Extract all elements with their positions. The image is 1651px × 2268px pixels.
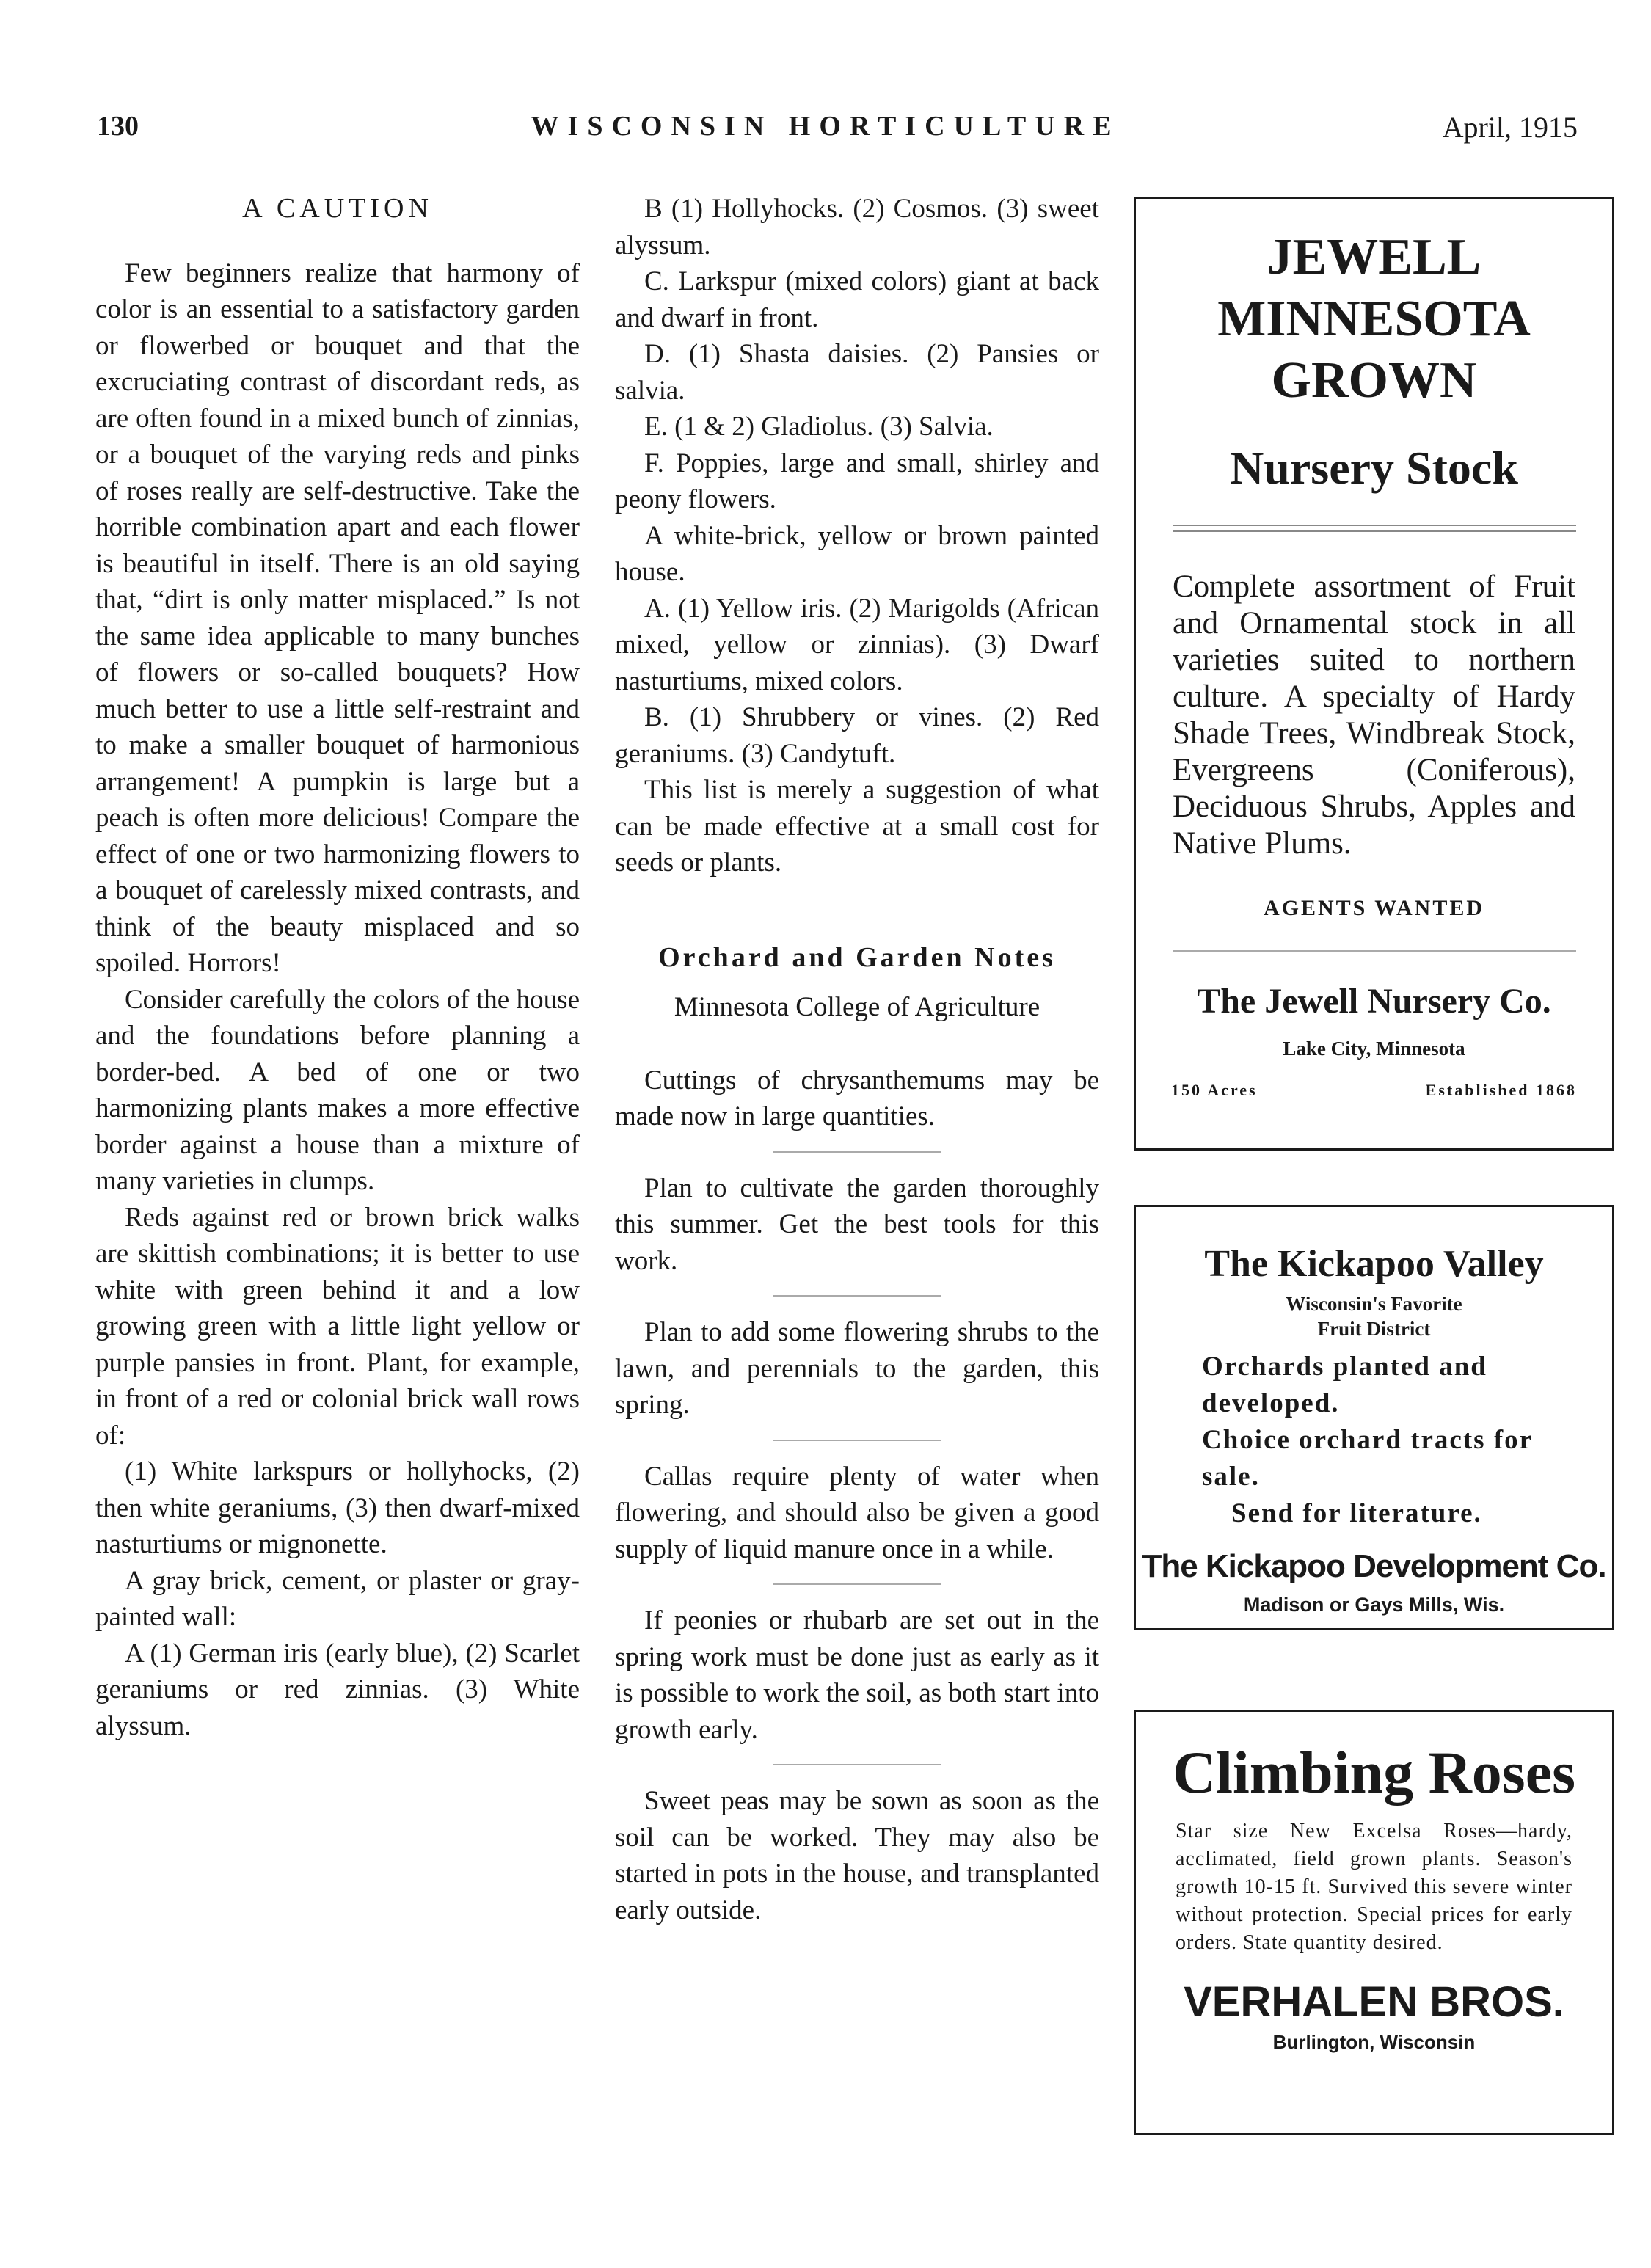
caution-list-item: B (1) Hollyhocks. (2) Cosmos. (3) sweet alyssum. xyxy=(615,194,1099,260)
note-item: Callas require plenty of water when flowering, and should also be given a good supply of liquid manure once in a while. xyxy=(615,1461,1099,1564)
divider xyxy=(773,1151,941,1153)
kickapoo-line: Send for literature. xyxy=(1231,1498,1482,1528)
jewell-acres: 150 Acres xyxy=(1171,1081,1258,1099)
verhalen-ad-title: Climbing Roses xyxy=(1172,1739,1575,1806)
caution-paragraph: (1) White larkspurs or hollyhocks, (2) then white geraniums, (3) then dwarf-mixed nasturtiums or mignonette. xyxy=(95,1456,580,1559)
jewell-title-line: JEWELL xyxy=(1267,229,1481,285)
kickapoo-sub: Fruit District xyxy=(1317,1318,1431,1340)
caution-list-item: A white-brick, yellow or brown painted house. xyxy=(615,520,1099,587)
page-header xyxy=(0,110,1651,154)
jewell-nursery-ad xyxy=(1134,197,1614,1151)
jewell-agents-wanted: AGENTS WANTED xyxy=(1263,896,1485,920)
caution-list-item: This list is merely a suggestion of what can be made effective at a small cost for seeds or plants. xyxy=(615,775,1099,878)
jewell-ad-body: Complete assortment of Fruit and Ornamental stock in all varieties suited to northern culture. A specialty of Hardy Shade Trees, Windbreak Stock, Evergreens (Coniferous), Deciduous Shrubs, Apples and Native Plums. xyxy=(1173,569,1575,861)
divider xyxy=(773,1295,941,1297)
kickapoo-ad-body xyxy=(1136,1341,1612,1532)
note-item: Plan to add some flowering shrubs to the lawn, and perennials to the garden, this spring. xyxy=(615,1317,1099,1420)
verhalen-company-name: VERHALEN BROS. xyxy=(1184,1978,1564,2026)
jewell-footer xyxy=(1136,1081,1612,1100)
divider xyxy=(773,1583,941,1585)
issue-date: April, 1915 xyxy=(1442,111,1578,144)
kickapoo-company-name: The Kickapoo Development Co. xyxy=(1142,1548,1606,1584)
caution-list-item: E. (1 & 2) Gladiolus. (3) Salvia. xyxy=(644,412,994,442)
page-number: 130 xyxy=(97,111,139,142)
jewell-company-name: The Jewell Nursery Co. xyxy=(1197,982,1551,1021)
caution-list-item: C. Larkspur (mixed colors) giant at back and dwarf in front. xyxy=(615,266,1099,333)
caution-paragraph: Consider carefully the colors of the house and the foundations before planning a border-bed. A bed of one or two harmonizing plants makes a more effective border against a house than a mixture of many varieties in clumps. xyxy=(95,984,580,1196)
caution-paragraph: A (1) German iris (early blue), (2) Scarlet geraniums or red zinnias. (3) White alyssum. xyxy=(95,1638,580,1741)
caution-paragraph: Few beginners realize that harmony of color is an essential to a satisfactory garden or flowerbed or bouquet and that the excruciating contrast of discordant reds, as are often found in a mixed bunch of zinnias, or a bouquet of the varying reds and pinks of roses really are self-destructive. Take the horrible combination apart and each flower is beautiful in itself. There is an old saying that, “dirt is only matter misplaced.” Is not the same idea applicable to many bunches of flowers or so-called bouquets? How much better to use a little self-restraint and to make a smaller bouquet of harmonious arrangement! A pumpkin is large but a peach is often more delicious! Compare the effect of one or two harmonizing flowers to a bouquet of carelessly mixed contrasts, and think of the beauty misplaced and so spoiled. Horrors! xyxy=(95,258,580,978)
verhalen-ad-body: Star size New Excelsa Roses—hardy, acclimated, field grown plants. Season's growth 10-15 ft. Survived this severe winter without protection. Special prices for early orders. State quantity desired. xyxy=(1176,1820,1572,1954)
caution-list-item: F. Poppies, large and small, shirley and peony flowers. xyxy=(615,448,1099,514)
caution-paragraph: Reds against red or brown brick walks are skittish combinations; it is better to use white with green behind it and a low growing green with a little light yellow or purple pansies in front. Plant, for example, in front of a red or colonial brick wall rows of: xyxy=(95,1202,580,1451)
verhalen-location: Burlington, Wisconsin xyxy=(1272,2031,1476,2053)
column-left xyxy=(95,191,580,1744)
notes-title: Orchard and Garden Notes xyxy=(658,941,1056,973)
divider xyxy=(1173,950,1576,952)
kickapoo-line: Orchards planted and developed. xyxy=(1202,1352,1487,1418)
jewell-location: Lake City, Minnesota xyxy=(1283,1038,1465,1060)
caution-list-item: B. (1) Shrubbery or vines. (2) Red geraniums. (3) Candytuft. xyxy=(615,702,1099,769)
jewell-established: Established 1868 xyxy=(1425,1081,1577,1099)
journal-title: WISCONSIN HORTICULTURE xyxy=(531,111,1120,142)
kickapoo-location: Madison or Gays Mills, Wis. xyxy=(1243,1594,1505,1616)
kickapoo-valley-ad xyxy=(1134,1205,1614,1630)
caution-list-item: D. (1) Shasta daisies. (2) Pansies or salvia. xyxy=(615,339,1099,406)
note-item: Plan to cultivate the garden thoroughly this summer. Get the best tools for this work. xyxy=(615,1173,1099,1276)
jewell-ad-subtitle: Nursery Stock xyxy=(1230,442,1518,494)
kickapoo-line: Choice orchard tracts for sale. xyxy=(1202,1425,1533,1492)
jewell-title-line: GROWN xyxy=(1271,352,1477,409)
note-item: If peonies or rhubarb are set out in the spring work must be done just as early as it is possible to work the soil, as both start into growth early. xyxy=(615,1605,1099,1745)
divider xyxy=(773,1440,941,1441)
kickapoo-sub: Wisconsin's Favorite xyxy=(1286,1293,1462,1315)
jewell-ad-title xyxy=(1136,227,1612,412)
caution-list-item: A. (1) Yellow iris. (2) Marigolds (African mixed, yellow or zinnias). (3) Dwarf nasturtiums, mixed colors. xyxy=(615,593,1099,696)
divider xyxy=(1173,525,1576,532)
note-item: Sweet peas may be sown as soon as the soil can be worked. They may also be started in pots in the house, and transplanted early outside. xyxy=(615,1786,1099,1925)
notes-subtitle: Minnesota College of Agriculture xyxy=(674,992,1040,1022)
kickapoo-ad-title: The Kickapoo Valley xyxy=(1204,1243,1544,1285)
jewell-title-line: MINNESOTA xyxy=(1217,291,1531,347)
divider xyxy=(773,1764,941,1765)
caution-paragraph: A gray brick, cement, or plaster or gray-painted wall: xyxy=(95,1565,580,1632)
column-middle xyxy=(615,191,1099,1928)
verhalen-roses-ad xyxy=(1134,1710,1614,2135)
caution-title: A CAUTION xyxy=(242,193,433,224)
note-item: Cuttings of chrysanthemums may be made now in large quantities. xyxy=(615,1065,1099,1131)
